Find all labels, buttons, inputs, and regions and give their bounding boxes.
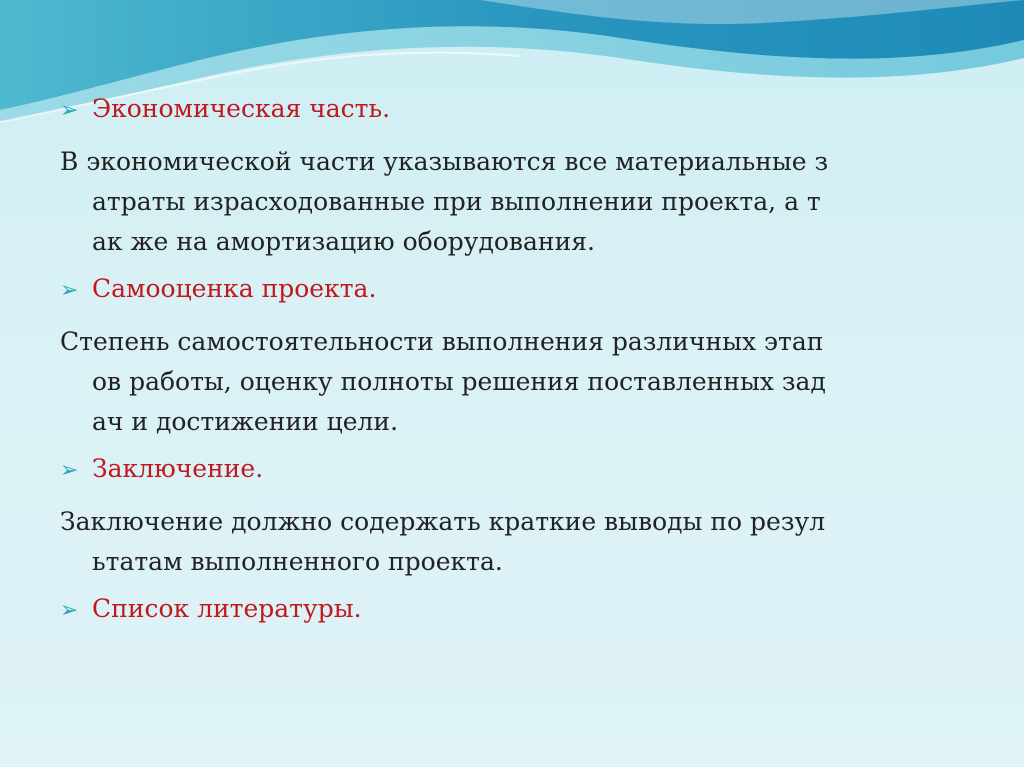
paragraph-self-assessment: Степень самостоятельности выполнения различных этап ов работы, оценку полноты решения поставленных зад ач и достижении цели. bbox=[60, 327, 826, 436]
heading-references bbox=[60, 592, 970, 628]
heading-text: Самооценка проекта. bbox=[92, 274, 377, 303]
paragraph-conclusion: Заключение должно содержать краткие выводы по резул ьтатам выполненного проекта. bbox=[60, 507, 826, 576]
slide-content bbox=[60, 92, 970, 642]
arrow-bullet-icon: ➢ bbox=[60, 278, 79, 303]
paragraph-economic-part: В экономической части указываются все материальные з атраты израсходованные при выполнении проекта, а т ак же на амортизацию оборудования. bbox=[60, 147, 829, 256]
heading-text: Заключение. bbox=[92, 454, 264, 483]
heading-text: Экономическая часть. bbox=[92, 94, 391, 123]
heading-text: Список литературы. bbox=[92, 594, 362, 623]
arrow-bullet-icon: ➢ bbox=[60, 98, 79, 123]
heading-self-assessment bbox=[60, 272, 970, 308]
heading-economic-part bbox=[60, 92, 970, 128]
arrow-bullet-icon: ➢ bbox=[60, 598, 79, 623]
heading-conclusion bbox=[60, 452, 970, 488]
arrow-bullet-icon: ➢ bbox=[60, 458, 79, 483]
